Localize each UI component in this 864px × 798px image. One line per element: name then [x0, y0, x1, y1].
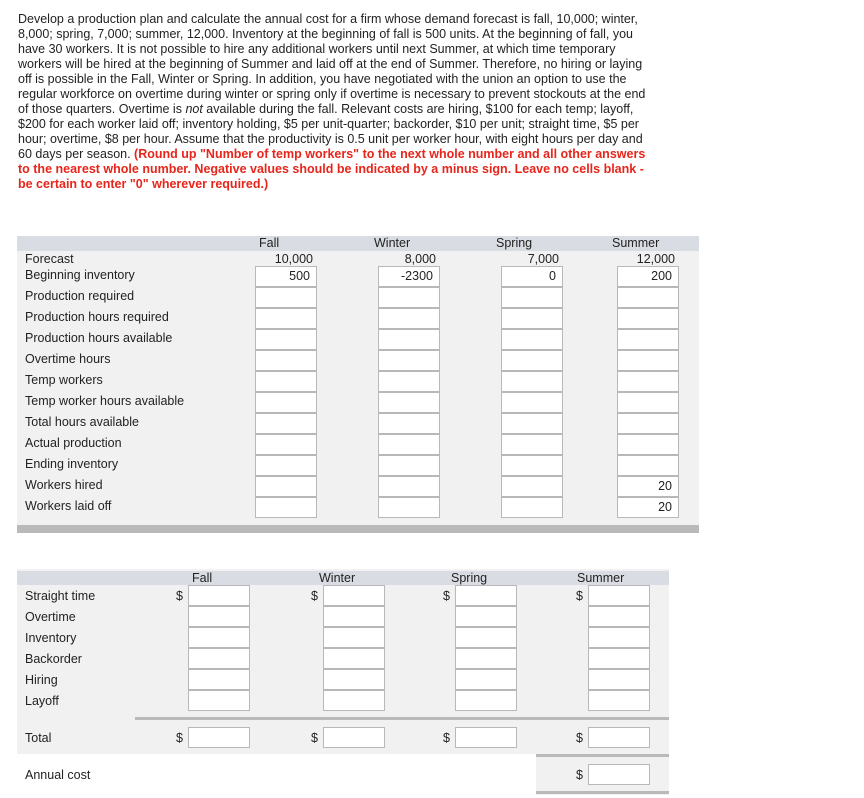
forecast-spring-value: 7,000 — [527, 252, 559, 266]
cost-total-rule — [536, 754, 669, 757]
cost-row-label: Backorder — [25, 652, 82, 666]
cost-input-cell[interactable] — [588, 627, 650, 648]
plan-input-cell[interactable] — [255, 413, 317, 434]
cost-input-cell[interactable] — [455, 606, 517, 627]
plan-col-summer: Summer — [612, 236, 660, 250]
plan-input-cell[interactable] — [255, 392, 317, 413]
cost-row-label: Hiring — [25, 673, 58, 687]
plan-input-cell[interactable] — [378, 434, 440, 455]
workers-laid-off-summer[interactable]: 20 — [617, 497, 679, 518]
plan-input-cell[interactable] — [617, 413, 679, 434]
plan-input-cell[interactable] — [378, 350, 440, 371]
plan-input-cell[interactable] — [255, 476, 317, 497]
plan-input-cell[interactable] — [378, 392, 440, 413]
cost-input-cell[interactable] — [323, 669, 385, 690]
plan-row-label: Overtime hours — [25, 352, 111, 366]
cost-input-cell[interactable] — [455, 627, 517, 648]
plan-input-cell[interactable] — [378, 287, 440, 308]
forecast-fall-value: 10,000 — [274, 252, 313, 266]
cost-input-cell[interactable] — [588, 606, 650, 627]
cost-input-cell[interactable] — [588, 669, 650, 690]
plan-input-cell[interactable] — [617, 371, 679, 392]
dollar-sign: $ — [176, 731, 183, 745]
total-spring-input[interactable] — [455, 727, 517, 748]
plan-input-cell[interactable] — [617, 287, 679, 308]
problem-text-after: available during the fall. Relevant costs are hiring, $100 for each temp; layoff, $200 for each worker laid off; inventory holding, $5 per unit-quarter; backorder, $10 per unit; straight time, $5 per hour; overtime, $8 per hour. Assume that the productivity is 0.5 unit per worker hour, with eight hours per day and 60 days per season. — [18, 102, 643, 161]
plan-input-cell[interactable] — [501, 329, 563, 350]
cost-input-cell[interactable] — [455, 669, 517, 690]
plan-input-cell[interactable] — [255, 350, 317, 371]
cost-input-cell[interactable] — [455, 585, 517, 606]
forecast-winter-value: 8,000 — [404, 252, 436, 266]
total-fall-input[interactable] — [188, 727, 250, 748]
dollar-sign: $ — [576, 768, 583, 782]
plan-input-cell[interactable] — [501, 287, 563, 308]
rounding-instructions: (Round up "Number of temp workers" to the next whole number and all other answers to the nearest whole number. Negative values should be indicated by a minus sign. Leave no cells blank - be certain to enter "0" wherever required.) — [18, 147, 646, 191]
cost-input-cell[interactable] — [323, 585, 385, 606]
cost-input-cell[interactable] — [188, 585, 250, 606]
plan-input-cell[interactable] — [378, 329, 440, 350]
cost-table — [17, 569, 669, 795]
cost-input-cell[interactable] — [188, 669, 250, 690]
plan-row-label: Actual production — [25, 436, 122, 450]
beginning-inventory-winter[interactable]: -2300 — [378, 266, 440, 287]
plan-input-cell[interactable] — [501, 308, 563, 329]
plan-input-cell[interactable] — [378, 476, 440, 497]
problem-statement — [18, 12, 648, 192]
workers-hired-summer[interactable]: 20 — [617, 476, 679, 497]
plan-input-cell[interactable] — [255, 497, 317, 518]
plan-row-label: Ending inventory — [25, 457, 119, 471]
beginning-inventory-spring[interactable]: 0 — [501, 266, 563, 287]
plan-input-cell[interactable] — [378, 308, 440, 329]
cost-row-label: Overtime — [25, 610, 76, 624]
plan-input-cell[interactable] — [255, 287, 317, 308]
plan-input-cell[interactable] — [501, 476, 563, 497]
plan-input-cell[interactable] — [501, 413, 563, 434]
cost-input-cell[interactable] — [455, 648, 517, 669]
production-plan-table — [17, 236, 699, 533]
cost-col-summer: Summer — [577, 571, 625, 585]
cost-input-cell[interactable] — [188, 606, 250, 627]
plan-row-label: Temp worker hours available — [25, 394, 185, 408]
dollar-sign: $ — [176, 589, 183, 603]
dollar-sign: $ — [311, 589, 318, 603]
plan-input-cell[interactable] — [617, 308, 679, 329]
cost-annual-rule — [536, 791, 669, 794]
cost-subtotal-rule — [135, 717, 669, 720]
plan-input-cell[interactable] — [501, 350, 563, 371]
plan-row-label: Beginning inventory — [25, 268, 135, 282]
annual-cost-input[interactable] — [588, 764, 650, 785]
plan-input-cell[interactable] — [501, 497, 563, 518]
plan-row-label: Forecast — [25, 252, 74, 266]
total-label: Total — [25, 731, 52, 745]
dollar-sign: $ — [576, 589, 583, 603]
beginning-inventory-summer[interactable]: 200 — [617, 266, 679, 287]
plan-input-cell[interactable] — [501, 392, 563, 413]
plan-row-label: Workers hired — [25, 478, 103, 492]
cost-col-fall: Fall — [192, 571, 213, 585]
plan-input-cell[interactable] — [255, 371, 317, 392]
total-summer-input[interactable] — [588, 727, 650, 748]
plan-input-cell[interactable] — [617, 329, 679, 350]
cost-input-cell[interactable] — [455, 690, 517, 711]
cost-row-label: Straight time — [25, 589, 96, 603]
cost-input-cell[interactable] — [188, 627, 250, 648]
cost-input-cell[interactable] — [588, 585, 650, 606]
plan-input-cell[interactable] — [501, 455, 563, 476]
plan-row-label: Total hours available — [25, 415, 139, 429]
plan-input-cell[interactable] — [378, 455, 440, 476]
plan-input-cell[interactable] — [617, 392, 679, 413]
plan-row-label: Production hours required — [25, 310, 169, 324]
cost-table-blank-area — [17, 754, 536, 795]
plan-input-cell[interactable] — [378, 371, 440, 392]
plan-table-bottom-rule — [17, 525, 699, 533]
cost-col-spring: Spring — [451, 571, 488, 585]
dollar-sign: $ — [443, 731, 450, 745]
plan-input-cell[interactable] — [255, 434, 317, 455]
plan-row-label: Production required — [25, 289, 135, 303]
plan-table-header-band — [17, 236, 699, 251]
forecast-summer-value: 12,000 — [636, 252, 675, 266]
plan-row-label: Temp workers — [25, 373, 103, 387]
problem-italic-word: not — [185, 102, 203, 116]
cost-input-cell[interactable] — [588, 648, 650, 669]
cost-input-cell[interactable] — [323, 690, 385, 711]
cost-input-cell[interactable] — [323, 648, 385, 669]
plan-row-label: Workers laid off — [25, 499, 112, 513]
total-winter-input[interactable] — [323, 727, 385, 748]
cost-input-cell[interactable] — [323, 627, 385, 648]
plan-input-cell[interactable] — [255, 329, 317, 350]
cost-input-cell[interactable] — [188, 690, 250, 711]
plan-input-cell[interactable] — [501, 371, 563, 392]
beginning-inventory-fall[interactable]: 500 — [255, 266, 317, 287]
cost-col-winter: Winter — [319, 571, 356, 585]
plan-input-cell[interactable] — [617, 350, 679, 371]
plan-col-winter: Winter — [374, 236, 411, 250]
cost-input-cell[interactable] — [588, 690, 650, 711]
plan-row-label: Production hours available — [25, 331, 173, 345]
cost-row-label: Layoff — [25, 694, 59, 708]
dollar-sign: $ — [443, 589, 450, 603]
cost-row-label: Inventory — [25, 631, 77, 645]
cost-input-cell[interactable] — [323, 606, 385, 627]
plan-input-cell[interactable] — [501, 434, 563, 455]
plan-col-fall: Fall — [259, 236, 280, 250]
plan-input-cell[interactable] — [617, 455, 679, 476]
plan-input-cell[interactable] — [255, 455, 317, 476]
dollar-sign: $ — [576, 731, 583, 745]
plan-input-cell[interactable] — [378, 497, 440, 518]
annual-cost-label: Annual cost — [25, 768, 91, 782]
plan-input-cell[interactable] — [378, 413, 440, 434]
cost-input-cell[interactable] — [188, 648, 250, 669]
problem-text: Develop a production plan and calculate the annual cost for a firm whose demand forecast is fall, 10,000; winter, 8,000; spring, 7,000; summer, 12,000. Inventory at the beginning of fall is 500 units. At the beginning of fall, you have 30 workers. It is not possible to hire any additional workers until next Summer, at which time temporary workers will be hired at the beginning of Summer and laid off at the end of Summer. Therefore, no hiring or laying off is possible in the Fall, Winter or Spring. In addition, you have negotiated with the union an option to use the regular workforce on overtime during winter or spring only if overtime is necessary to prevent stockouts at the end of those quarters. Overtime is — [18, 12, 646, 116]
plan-input-cell[interactable] — [255, 308, 317, 329]
plan-input-cell[interactable] — [617, 434, 679, 455]
plan-col-spring: Spring — [496, 236, 533, 250]
dollar-sign: $ — [311, 731, 318, 745]
